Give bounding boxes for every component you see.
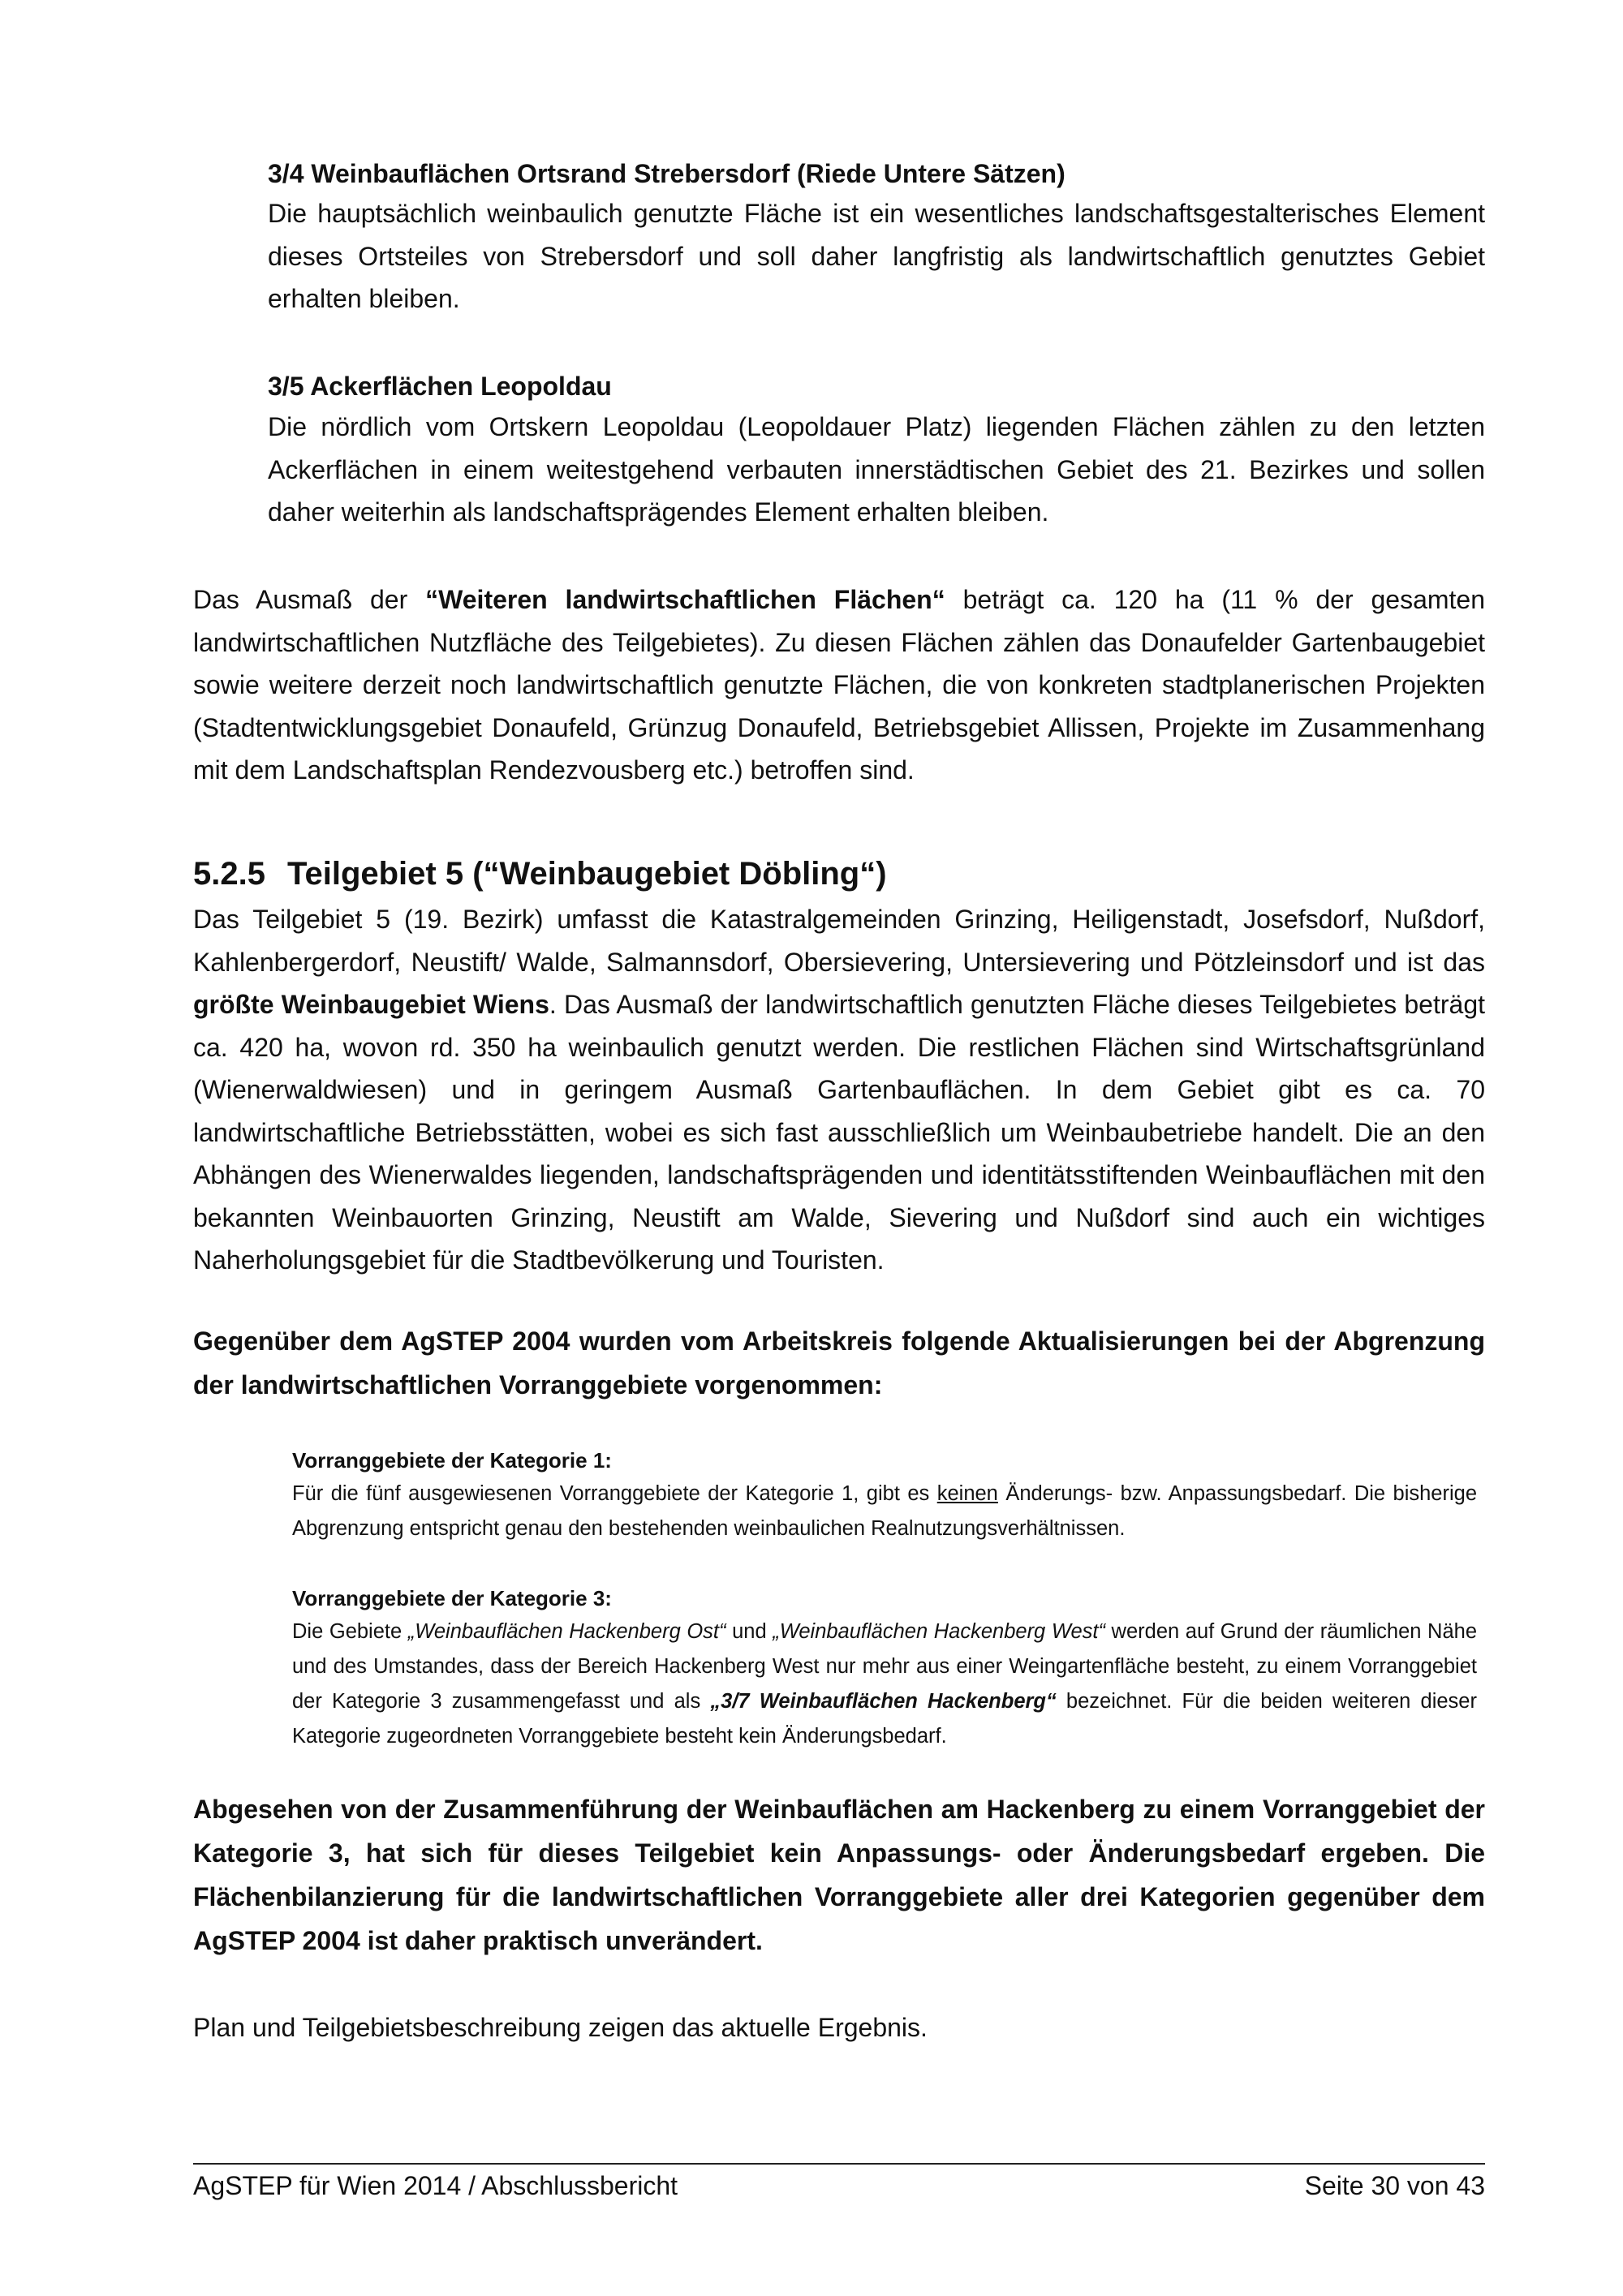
kategorie-1-emphasis: keinen [936, 1482, 998, 1505]
kategorie-1-text-start: Für die fünf ausgewiesenen Vorranggebiete der Kategorie 1, gibt es [292, 1482, 937, 1505]
weitere-text-rest: beträgt ca. 120 ha (11 % der gesamten landwirtschaftlichen Nutzfläche des Teilgebietes). Zu diesen Flächen zählen das Donaufelder Gartenbaugebiet sowie weitere derzeit noch landwirtschaftlich genutzte Flächen, die von konkreten stadtplanerischen Projekten (Stadtentwicklungsgebiet Donaufeld, Grünzug Donaufeld, Betriebsgebiet Allissen, Projekte im Zusammenhang mit dem Landschaftsplan Rendezvousberg etc.) betroffen sind. [193, 585, 1486, 785]
section-number: 5.2.5 [193, 856, 265, 892]
teilgebiet-text-start: Das Teilgebiet 5 (19. Bezirk) umfasst die Katastralgemeinden Grinzing, Heiligenstadt, Josefsdorf, Nußdorf, Kahlenbergerdorf, Neustift/ Walde, Salmannsdorf, Obersievering, Untersievering und Pötzleinsdorf und ist das [193, 905, 1485, 977]
kategorie-1-body [292, 1477, 1477, 1546]
subsection-3-5-title: 3/5 Ackerflächen Leopoldau [268, 372, 612, 401]
section-heading-5-2-5 [193, 852, 1485, 896]
summary-paragraph: Abgesehen von der Zusammenführung der Weinbauflächen am Hackenberg zu einem Vorranggebiet der Kategorie 3, hat sich für dieses Teilgebiet kein Anpassungs- oder Änderungsbedarf ergeben. Die Flächenbilanzierung für die landwirtschaftlichen Vorranggebiete aller drei Kategorien gegenüber dem AgSTEP 2004 ist daher praktisch unverändert. [193, 1795, 1485, 1955]
subsection-3-4-body: Die hauptsächlich weinbaulich genutzte Fläche ist ein wesentliches landschaftsgestalterisches Element dieses Ortsteiles von Strebersdorf und soll daher langfristig als landwirtschaftlich genutztes Gebiet erhalten bleiben. [268, 199, 1485, 313]
kategorie-3-text-2: und [725, 1620, 773, 1643]
footer-title: AgSTEP für Wien 2014 / Abschlussbericht [193, 2171, 678, 2200]
subsection-3-4-title: 3/4 Weinbauflächen Ortsrand Strebersdorf (Riede Untere Sätzen) [268, 159, 1065, 188]
teilgebiet-text-rest: . Das Ausmaß der landwirtschaftlich genutzten Fläche dieses Teilgebietes beträgt ca. 420 ha, wovon rd. 350 ha weinbaulich genutzt werden. Die restlichen Flächen sind Wirtschaftsgrünland (Wienerwaldwiesen) und in geringem Ausmaß Gartenbauflächen. In dem Gebiet gibt es ca. 70 landwirtschaftliche Betriebsstätten, wobei es sich fast ausschließlich um Weinbaubetriebe handelt. Die an den Abhängen des Wienerwaldes liegenden, landschaftsprägenden und identitätsstiftenden Weinbauflächen mit den bekannten Weinbauorten Grinzing, Neustift am Walde, Sievering und Nußdorf sind auch ein wichtiges Naherholungsgebiet für die Stadtbevölkerung und Touristen. [193, 990, 1486, 1275]
kategorie-3-merged-area: „3/7 Weinbauflächen Hackenberg“ [710, 1690, 1057, 1713]
aktualisierung-heading: Gegenüber dem AgSTEP 2004 wurden vom Arbeitskreis folgende Aktualisierungen bei der Abgrenzung der landwirtschaftlichen Vorranggebiete vorgenommen: [193, 1326, 1485, 1400]
page-number: Seite 30 von 43 [1304, 2171, 1485, 2200]
weitere-term: “Weiteren landwirtschaftlichen Flächen“ [425, 585, 945, 614]
kategorie-1-text-rest: Änderungs- bzw. Anpassungsbedarf. Die bisherige Abgrenzung entspricht genau den bestehenden weinbaulichen Realnutzungsverhältnissen. [292, 1482, 1477, 1540]
teilgebiet-5-paragraph [193, 898, 1485, 1282]
section-title: Teilgebiet 5 (“Weinbaugebiet Döbling“) [287, 856, 887, 892]
kategorie-3-text-4: bezeichnet. Für die beiden weiteren dieser Kategorie zugeordneten Vorranggebiete besteht kein Änderungsbedarf. [292, 1690, 1477, 1748]
subsection-3-5-body: Die nördlich vom Ortskern Leopoldau (Leopoldauer Platz) liegenden Flächen zählen zu den letzten Ackerflächen in einem weitestgehend verbauten innerstädtischen Gebiet des 21. Bezirkes und sollen daher weiterhin als landschaftsprägendes Element erhalten bleiben. [268, 412, 1485, 527]
kategorie-3-area-west: „Weinbauflächen Hackenberg West“ [773, 1620, 1105, 1643]
kategorie-3-area-ost: „Weinbauflächen Hackenberg Ost“ [407, 1620, 726, 1643]
weitere-text-start: Das Ausmaß der [193, 585, 426, 614]
teilgebiet-highlight: größte Weinbaugebiet Wiens [193, 990, 549, 1019]
kategorie-3-title: Vorranggebiete der Kategorie 3: [292, 1586, 612, 1610]
kategorie-1-title: Vorranggebiete der Kategorie 1: [292, 1448, 612, 1473]
closing-paragraph: Plan und Teilgebietsbeschreibung zeigen das aktuelle Ergebnis. [193, 2013, 928, 2042]
footer-divider [193, 2163, 1485, 2165]
weitere-flaechen-paragraph [193, 578, 1485, 792]
kategorie-3-text-1: Die Gebiete [292, 1620, 408, 1643]
kategorie-3-text-3: werden auf Grund der räumlichen Nähe und des Umstandes, dass der Bereich Hackenberg West nur mehr aus einer Weingartenfläche besteht, zu einem Vorranggebiet der Kategorie 3 zusammengefasst und als [292, 1620, 1477, 1713]
kategorie-3-body [292, 1615, 1477, 1754]
